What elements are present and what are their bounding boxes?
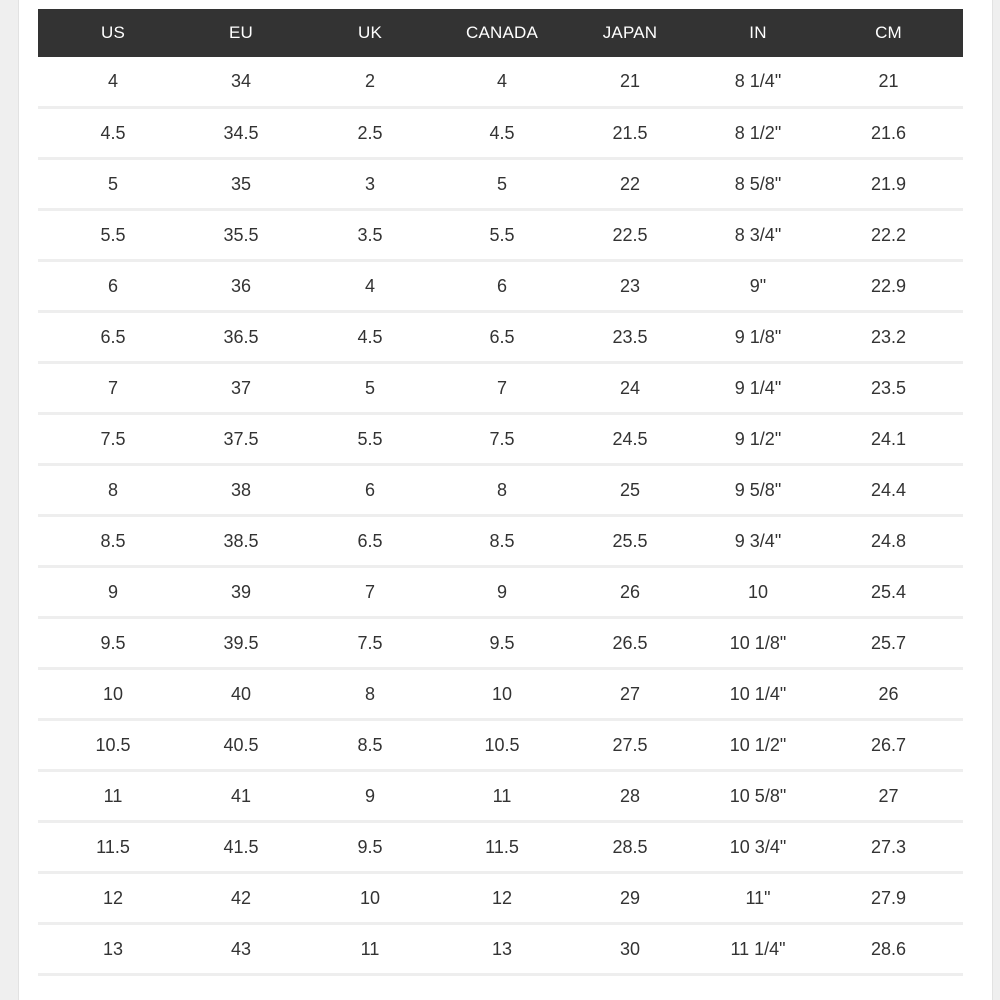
cell-us: 13 [38,924,188,975]
cell-uk: 7.5 [294,618,446,669]
cell-cm: 23.5 [814,363,963,414]
cell-canada: 9.5 [446,618,558,669]
cell-uk: 3.5 [294,210,446,261]
cell-in: 9" [702,261,814,312]
cell-uk: 9 [294,771,446,822]
cell-cm: 22.9 [814,261,963,312]
cell-eu: 35 [188,159,294,210]
table-row [38,414,963,465]
cell-eu: 38 [188,465,294,516]
cell-in: 8 1/4" [702,57,814,108]
cell-cm: 23.2 [814,312,963,363]
table-header [38,9,963,57]
cell-in: 10 [702,567,814,618]
cell-uk: 6 [294,465,446,516]
cell-japan: 22.5 [558,210,702,261]
table-row [38,669,963,720]
cell-cm: 25.4 [814,567,963,618]
cell-us: 9 [38,567,188,618]
cell-uk: 4 [294,261,446,312]
cell-us: 7.5 [38,414,188,465]
cell-in: 10 1/4" [702,669,814,720]
cell-uk: 3 [294,159,446,210]
table-row [38,618,963,669]
cell-uk: 10 [294,873,446,924]
cell-uk: 5 [294,363,446,414]
cell-us: 9.5 [38,618,188,669]
cell-in: 8 3/4" [702,210,814,261]
cell-us: 4.5 [38,108,188,159]
table-row [38,516,963,567]
cell-in: 10 1/8" [702,618,814,669]
cell-canada: 5.5 [446,210,558,261]
cell-uk: 11 [294,924,446,975]
cell-japan: 21 [558,57,702,108]
cell-in: 9 5/8" [702,465,814,516]
header-cm: CM [814,9,963,57]
cell-japan: 24.5 [558,414,702,465]
cell-us: 8 [38,465,188,516]
cell-japan: 21.5 [558,108,702,159]
cell-in: 9 3/4" [702,516,814,567]
cell-uk: 2 [294,57,446,108]
cell-eu: 41 [188,771,294,822]
cell-canada: 7.5 [446,414,558,465]
table-row [38,771,963,822]
cell-eu: 34.5 [188,108,294,159]
cell-cm: 27.3 [814,822,963,873]
cell-in: 10 1/2" [702,720,814,771]
table-row [38,312,963,363]
table-row [38,465,963,516]
cell-canada: 10.5 [446,720,558,771]
cell-eu: 41.5 [188,822,294,873]
cell-japan: 28.5 [558,822,702,873]
cell-cm: 28.6 [814,924,963,975]
cell-japan: 27.5 [558,720,702,771]
cell-cm: 24.8 [814,516,963,567]
cell-canada: 6 [446,261,558,312]
cell-cm: 22.2 [814,210,963,261]
cell-canada: 11.5 [446,822,558,873]
cell-uk: 9.5 [294,822,446,873]
cell-us: 5 [38,159,188,210]
table-row [38,57,963,108]
cell-japan: 27 [558,669,702,720]
header-canada: CANADA [446,9,558,57]
cell-cm: 27 [814,771,963,822]
cell-japan: 25.5 [558,516,702,567]
cell-in: 11 1/4" [702,924,814,975]
cell-us: 5.5 [38,210,188,261]
cell-in: 10 3/4" [702,822,814,873]
cell-cm: 24.4 [814,465,963,516]
cell-eu: 43 [188,924,294,975]
cell-eu: 40 [188,669,294,720]
table-row [38,261,963,312]
cell-uk: 2.5 [294,108,446,159]
header-eu: EU [188,9,294,57]
cell-canada: 4.5 [446,108,558,159]
cell-japan: 23.5 [558,312,702,363]
cell-us: 11.5 [38,822,188,873]
cell-cm: 27.9 [814,873,963,924]
header-uk: UK [294,9,446,57]
cell-canada: 6.5 [446,312,558,363]
cell-in: 11" [702,873,814,924]
cell-canada: 9 [446,567,558,618]
cell-japan: 24 [558,363,702,414]
size-chart-table [38,9,963,976]
cell-eu: 34 [188,57,294,108]
cell-in: 8 5/8" [702,159,814,210]
cell-us: 11 [38,771,188,822]
cell-in: 10 5/8" [702,771,814,822]
cell-cm: 24.1 [814,414,963,465]
cell-canada: 12 [446,873,558,924]
cell-cm: 25.7 [814,618,963,669]
table-body [38,57,963,975]
cell-uk: 6.5 [294,516,446,567]
table-row-partial [38,986,963,1000]
table-row [38,159,963,210]
cell-canada: 8 [446,465,558,516]
header-row [38,9,963,57]
cell-canada: 8.5 [446,516,558,567]
cell-canada: 10 [446,669,558,720]
table-row [38,924,963,975]
cell-uk: 8 [294,669,446,720]
cell-cm: 26.7 [814,720,963,771]
cell-japan: 26.5 [558,618,702,669]
cell-japan: 25 [558,465,702,516]
cell-japan: 23 [558,261,702,312]
table-row [38,873,963,924]
cell-eu: 35.5 [188,210,294,261]
cell-japan: 26 [558,567,702,618]
cell-cm: 21.6 [814,108,963,159]
cell-canada: 11 [446,771,558,822]
cell-canada: 5 [446,159,558,210]
cell-in: 9 1/4" [702,363,814,414]
cell-eu: 36.5 [188,312,294,363]
cell-japan: 30 [558,924,702,975]
table-row [38,108,963,159]
cell-eu: 39 [188,567,294,618]
cell-eu: 37.5 [188,414,294,465]
header-us: US [38,9,188,57]
table-row [38,720,963,771]
table-row [38,567,963,618]
cell-us: 10 [38,669,188,720]
cell-canada: 7 [446,363,558,414]
cell-canada: 4 [446,57,558,108]
cell-uk: 4.5 [294,312,446,363]
header-japan: JAPAN [558,9,702,57]
cell-cm: 26 [814,669,963,720]
cell-japan: 28 [558,771,702,822]
header-in: IN [702,9,814,57]
cell-uk: 8.5 [294,720,446,771]
cell-eu: 36 [188,261,294,312]
cell-cm: 21.9 [814,159,963,210]
cell-canada: 13 [446,924,558,975]
cell-us: 8.5 [38,516,188,567]
cell-us: 10.5 [38,720,188,771]
cell-cm: 21 [814,57,963,108]
cell-japan: 22 [558,159,702,210]
cell-us: 6 [38,261,188,312]
cell-in: 8 1/2" [702,108,814,159]
cell-in: 9 1/8" [702,312,814,363]
cell-eu: 42 [188,873,294,924]
cell-in: 9 1/2" [702,414,814,465]
cell-eu: 39.5 [188,618,294,669]
cell-us: 6.5 [38,312,188,363]
cell-japan: 29 [558,873,702,924]
cell-us: 4 [38,57,188,108]
cell-us: 7 [38,363,188,414]
table-row [38,363,963,414]
cell-uk: 7 [294,567,446,618]
table-row [38,822,963,873]
cell-eu: 37 [188,363,294,414]
table-row [38,210,963,261]
cell-eu: 38.5 [188,516,294,567]
cell-eu: 40.5 [188,720,294,771]
cell-us: 12 [38,873,188,924]
cell-uk: 5.5 [294,414,446,465]
